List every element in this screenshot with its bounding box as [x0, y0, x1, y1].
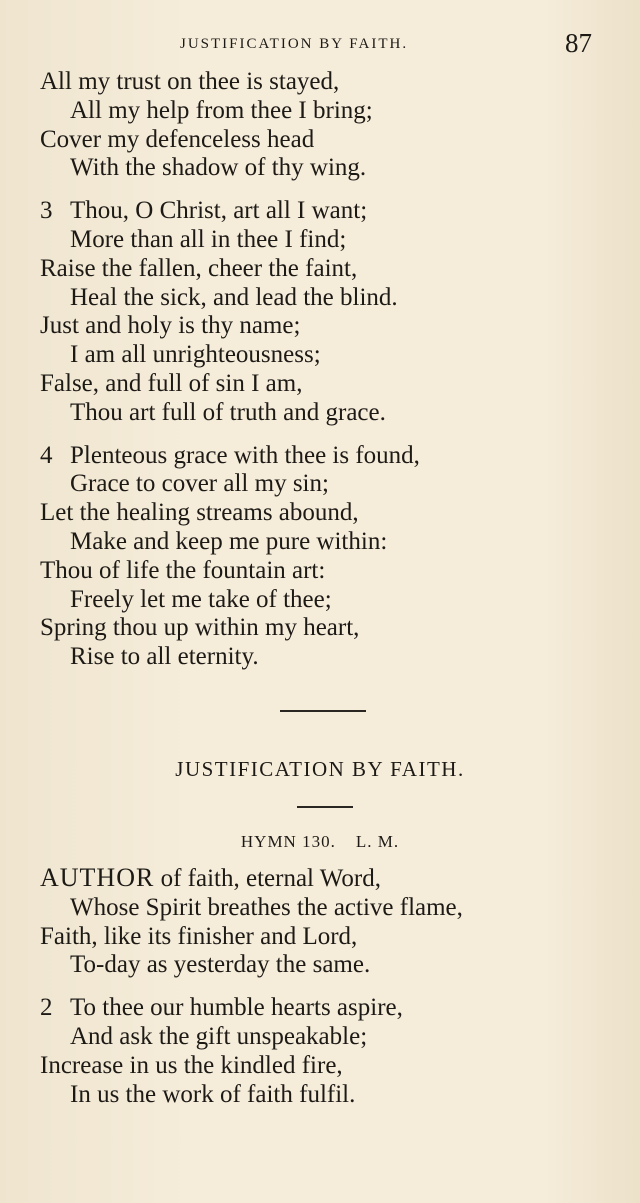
verse-line: [40, 197, 600, 226]
verse-line: All my help from thee I bring;: [70, 96, 373, 124]
verse-line: Cover my defenceless head: [40, 125, 315, 153]
verse-text: To thee our humble hearts aspire,: [70, 994, 403, 1022]
verse-line: Heal the sick, and lead the blind.: [70, 283, 398, 311]
verse-line: Freely let me take of thee;: [70, 585, 332, 613]
opening-word: AUTHOR: [40, 863, 155, 892]
hymn-meter: L. M.: [355, 832, 400, 851]
verse-line: More than all in thee I find;: [70, 225, 347, 253]
verse-line: Spring thou up within my heart,: [40, 614, 360, 642]
verse-line: In us the work of faith fulfil.: [70, 1080, 356, 1108]
verse-text: Plenteous grace with thee is found,: [70, 441, 420, 469]
verse-line: False, and full of sin I am,: [40, 369, 303, 397]
verse-line: [40, 864, 620, 894]
verse-line: Increase in us the kindled fire,: [40, 1051, 343, 1079]
verse-line: Thou of life the fountain art:: [40, 556, 326, 584]
verse-line: Let the healing streams abound,: [40, 499, 359, 527]
stanza-2: [40, 994, 620, 1109]
verse-line: Just and holy is thy name;: [40, 312, 301, 340]
stanza-1: [40, 864, 620, 980]
verse-line: Thou art full of truth and grace.: [70, 398, 386, 426]
stanza-4: [40, 442, 600, 672]
verse-text: Thou, O Christ, art all I want;: [70, 197, 368, 225]
section-title: JUSTIFICATION BY FAITH.: [175, 757, 465, 781]
verse-line: To-day as yesterday the same.: [70, 951, 371, 979]
hymn-number: HYMN 130.: [240, 832, 336, 851]
verse-line: With the shadow of thy wing.: [70, 154, 367, 182]
verse-line: Rise to all eternity.: [70, 643, 259, 671]
stanza-number: 2: [40, 994, 53, 1022]
verse-line: Faith, like its finisher and Lord,: [40, 922, 358, 950]
verse-line: [40, 442, 600, 471]
stanza-1: [40, 68, 600, 183]
verse-line: All my trust on thee is stayed,: [40, 68, 340, 95]
verse-line: And ask the gift unspeakable;: [70, 1022, 368, 1050]
verse-line: I am all unrighteousness;: [70, 341, 321, 369]
running-head: JUSTIFICATION BY FAITH.: [180, 36, 409, 52]
verse-line: Make and keep me pure within:: [70, 527, 388, 555]
hymn-130: [40, 864, 620, 1123]
section-divider: [280, 710, 366, 712]
verse-line: Grace to cover all my sin;: [70, 470, 329, 498]
hymn-continued: [40, 68, 600, 686]
stanza-3: [40, 197, 600, 427]
hymn-heading: [0, 832, 640, 852]
verse-text: of faith, eternal Word,: [154, 865, 381, 892]
stanza-number: 4: [40, 441, 53, 469]
verse-line: Raise the fallen, cheer the faint,: [40, 254, 358, 282]
verse-line: Whose Spirit breathes the active flame,: [70, 893, 463, 921]
verse-line: [40, 994, 620, 1023]
title-divider: [297, 806, 353, 808]
page-number: 87: [565, 28, 592, 58]
stanza-number: 3: [40, 197, 53, 225]
